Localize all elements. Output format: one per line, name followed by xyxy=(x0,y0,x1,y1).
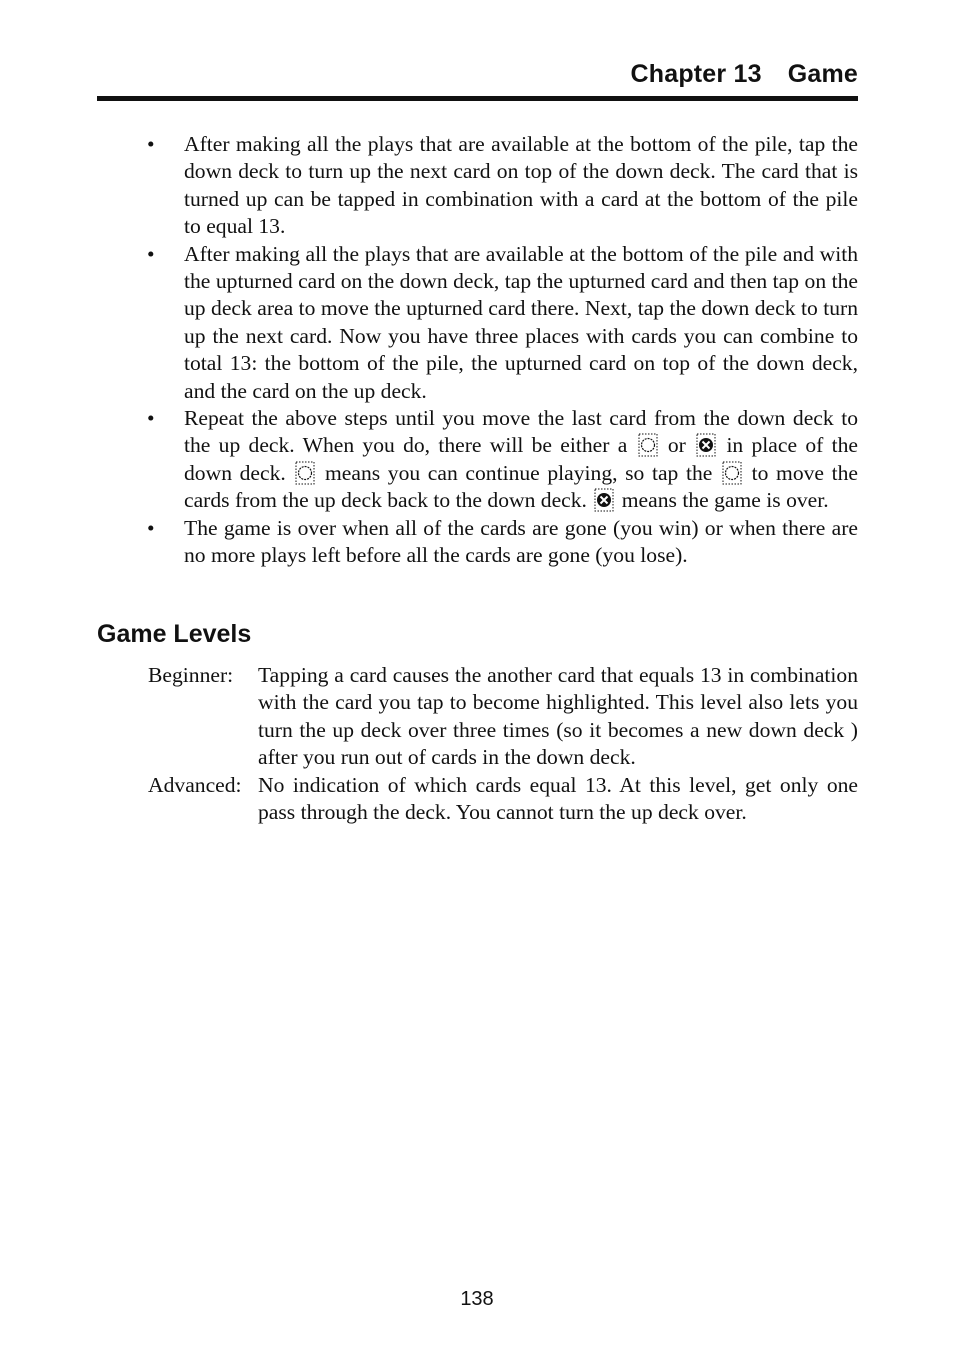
section-title: Game Levels xyxy=(97,620,252,648)
empty-circle-card-icon xyxy=(638,433,658,457)
bullet-text: After making all the plays that are available at the bottom of the pile, tap the down deck to turn up the next card on top of the down deck. The card that is turned up can be tapped in combination with a card at the bottom of the pile to equal 13. xyxy=(184,132,858,239)
empty-circle-card-icon xyxy=(722,461,742,485)
filled-x-circle-card-icon xyxy=(594,488,614,512)
list-item xyxy=(97,131,858,241)
level-beginner xyxy=(148,662,858,772)
level-term: Advanced: xyxy=(148,772,242,797)
bullet-text-part: means the game is over. xyxy=(621,488,829,513)
bullet-text-part: means you can continue playing, so tap the xyxy=(325,460,713,485)
bullet-text: The game is over when all of the cards are gone (you win) or when there are no more plays left before all the cards are gone (you lose). xyxy=(184,515,858,568)
chapter-header xyxy=(630,60,858,89)
header-rule xyxy=(97,96,858,101)
bullet-text-part: to move the cards from the up deck back to the down deck. xyxy=(184,460,858,513)
filled-x-circle-card-icon xyxy=(696,433,716,457)
bullet-text-part: in place of the down deck. xyxy=(184,433,858,485)
chapter-label: Chapter 13 xyxy=(630,60,762,88)
list-item xyxy=(97,241,858,405)
list-item xyxy=(97,515,858,570)
bullet-icon: • xyxy=(147,241,155,266)
level-description: Tapping a card causes the another card that equals 13 in combination with the card you tap to become highlighted. This level also lets you turn the up deck over three times (so it becomes a new down deck ) after you run out of cards in the down deck. xyxy=(258,663,858,770)
section-label: Game xyxy=(787,60,858,88)
level-description: No indication of which cards equal 13. At this level, get only one pass through the deck. You cannot turn the up deck over. xyxy=(258,772,858,825)
bullet-icon: • xyxy=(147,515,155,540)
bullet-icon: • xyxy=(147,406,155,431)
bullet-text-part: Repeat the above steps until you move the last card from the down deck to the up deck. When you do, there will be either a xyxy=(184,406,858,458)
page-number: 138 xyxy=(460,1288,494,1310)
instruction-list xyxy=(97,131,858,570)
game-levels-list xyxy=(148,662,858,826)
level-advanced xyxy=(148,772,858,827)
level-term: Beginner: xyxy=(148,663,234,687)
bullet-icon: • xyxy=(147,132,155,156)
list-item xyxy=(97,405,858,515)
empty-circle-card-icon xyxy=(295,461,315,485)
bullet-text-part: or xyxy=(667,433,686,458)
bullet-text: After making all the plays that are available at the bottom of the pile and with the upturned card on the down deck, tap the upturned card and then tap on the up deck area to move the upturned card there. Next, tap the down deck to turn up the next card. Now you have three places with cards you can combine to total 13: the bottom of the pile, the upturned card on top of the down deck, and the card on the up deck. xyxy=(184,241,858,403)
